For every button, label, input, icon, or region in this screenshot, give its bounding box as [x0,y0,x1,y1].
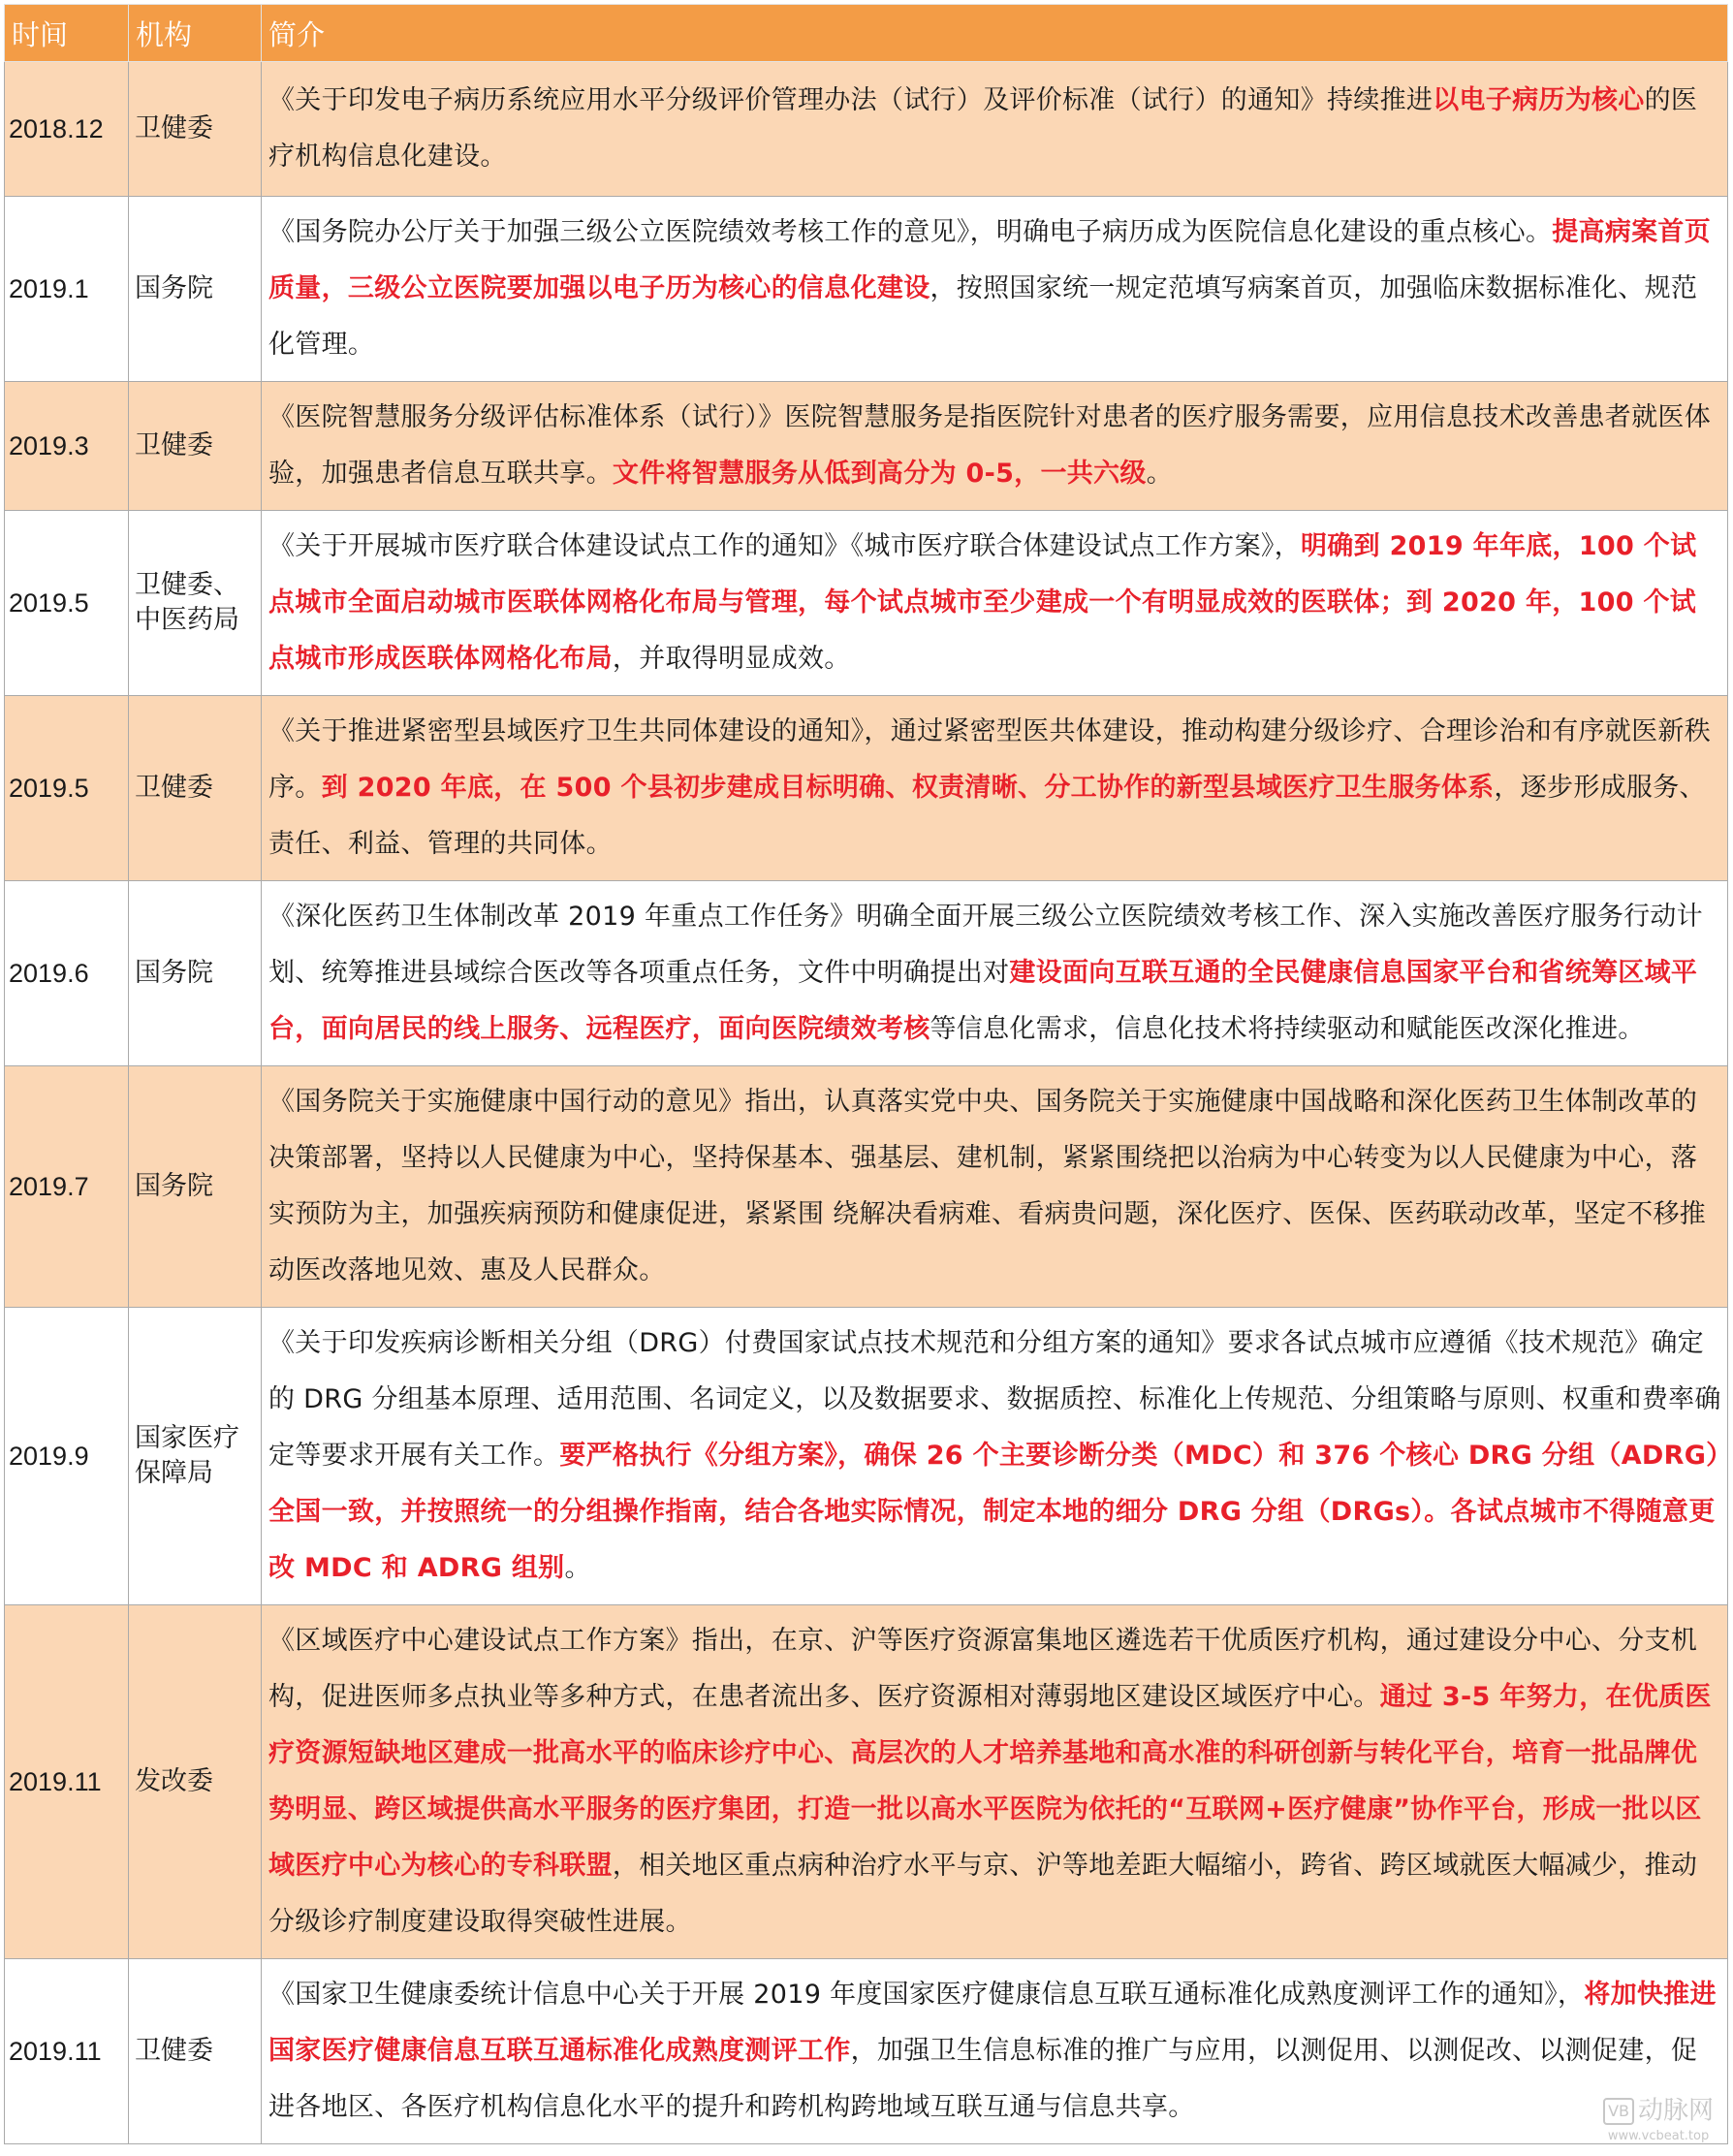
table-row [5,1066,1728,1308]
cell-org: 卫健委、中医药局 [129,511,262,696]
desc-text: 《关于印发电子病历系统应用水平分级评价管理办法（试行）及评价标准（试行）的通知》持续推进 [268,85,1434,115]
highlight-text: 提高病案首页质量，三级公立医院要加强以电子历为核心的信息化建设 [268,217,1712,303]
table-row [5,1308,1728,1605]
cell-org: 国务院 [129,197,262,382]
cell-org: 卫健委 [129,62,262,197]
desc-text: ，相关地区重点病种治疗水平与京、沪等地差距大幅缩小，跨省、跨区域就医大幅减少，推动分级诊疗制度建设取得突破性进展。 [268,1851,1698,1937]
desc-text: ，按照国家统一规定范填写病案首页，加强临床数据标准化、规范化管理。 [268,273,1698,360]
highlight-text: 明确到 2019 年年底，100 个试点城市全面启动城市医联体网格化布局与管理，每个试点城市至少建成一个有明显成效的医联体；到 2020 年，100 个试点城市形成医联体网格化布局 [268,531,1697,674]
desc-text: 《国家卫生健康委统计信息中心关于开展 2019 年度国家医疗健康信息互联互通标准化成熟度测评工作的通知》， [268,1980,1585,2010]
highlight-text: 文件将智慧服务从低到高分为 0-5，一共六级 [612,459,1147,489]
cell-time: 2019.11 [5,1959,129,2144]
desc-text: 《关于印发疾病诊断相关分组（DRG）付费国家试点技术规范和分组方案的通知》要求各试点城市应遵循《技术规范》确定的 DRG 分组基本原理、适用范围、名词定义，以及数据要求、数据质控、标准化上传规范、分组策略与原则、权重和费率确定等要求开展有关工作。 [268,1328,1721,1471]
vb-logo-icon: VB [1603,2098,1634,2125]
cell-org: 国家医疗保障局 [129,1308,262,1605]
watermark-name: 动脉网 [1637,2096,1714,2126]
desc-text: 《深化医药卫生体制改革 2019 年重点工作任务》明确全面开展三级公立医院绩效考核工作、深入实施改善医疗服务行动计划、统筹推进县域综合医改等各项重点任务，文件中明确提出对 [268,902,1703,988]
cell-desc [262,62,1728,197]
table-row [5,1605,1728,1959]
cell-time: 2019.5 [5,696,129,881]
cell-org: 卫健委 [129,696,262,881]
cell-desc [262,1308,1728,1605]
cell-desc [262,197,1728,382]
table-row [5,511,1728,696]
desc-text: ，加强卫生信息标准的推广与应用，以测促用、以测促改、以测促建，促进各地区、各医疗机构信息化水平的提升和跨机构跨地域互联互通与信息共享。 [268,2036,1698,2122]
desc-text: 《关于推进紧密型县域医疗卫生共同体建设的通知》，通过紧密型医共体建设，推动构建分级诊疗、合理诊治和有序就医新秩序。 [268,716,1711,803]
cell-desc [262,1959,1728,2144]
policy-table [4,4,1728,2144]
watermark-url: www.vcbeat.top [1607,2129,1710,2143]
cell-org: 卫健委 [129,1959,262,2144]
table-row [5,1959,1728,2144]
cell-desc [262,1066,1728,1308]
table-body [5,62,1728,2144]
desc-text: ，并取得明显成效。 [612,644,851,674]
desc-text: 。 [564,1553,591,1583]
cell-desc [262,382,1728,511]
cell-time: 2019.6 [5,881,129,1066]
highlight-text: 到 2020 年底，在 500 个县初步建成目标明确、权责清晰、分工协作的新型县域医疗卫生服务体系 [321,773,1495,803]
watermark [1603,2098,1714,2148]
highlight-text: 以电子病历为核心 [1433,85,1645,115]
desc-text: 等信息化需求，信息化技术将持续驱动和赋能医改深化推进。 [930,1014,1645,1044]
desc-text: 《国务院办公厅关于加强三级公立医院绩效考核工作的意见》，明确电子病历成为医院信息化建设的重点核心。 [268,217,1553,247]
table-header-row [5,5,1728,62]
highlight-text: 通过 3-5 年努力，在优质医疗资源短缺地区建成一批高水平的临床诊疗中心、高层次的人才培养基地和高水准的科研创新与转化平台，培育一批品牌优势明显、跨区域提供高水平服务的医疗集团，打造一批以高水平医院为依托的“互联网+医疗健康”协作平台，形成一批以区域医疗中心为核心的专科联盟 [268,1682,1712,1881]
cell-time: 2019.3 [5,382,129,511]
highlight-text: 要严格执行《分组方案》，确保 26 个主要诊断分类（MDC）和 376 个核心 DRG 分组（ADRG）全国一致，并按照统一的分组操作指南，结合各地实际情况，制定本地的细分 DRG 分组（DRGs）。各试点城市不得随意更改 MDC 和 ADRG 组别 [268,1441,1719,1583]
cell-time: 2019.5 [5,511,129,696]
header-org: 机构 [129,5,262,62]
highlight-text: 建设面向互联互通的全民健康信息国家平台和省统筹区域平台，面向居民的线上服务、远程医疗，面向医院绩效考核 [268,958,1698,1044]
header-desc: 简介 [262,5,1728,62]
table-row [5,696,1728,881]
cell-desc [262,696,1728,881]
desc-text: ，逐步形成服务、责任、利益、管理的共同体。 [268,773,1706,859]
cell-desc [262,511,1728,696]
desc-text: 《国务院关于实施健康中国行动的意见》指出，认真落实党中央、国务院关于实施健康中国战略和深化医药卫生体制改革的决策部署，坚持以人民健康为中心，坚持保基本、强基层、建机制，紧紧围绕把以治病为中心转变为以人民健康为中心，落实预防为主，加强疾病预防和健康促进，紧紧围 绕解决看病难、看病贵问题，深化医疗、医保、医药联动改革，坚定不移推动医改落地见效、惠及人民群众。 [268,1087,1707,1285]
cell-org: 国务院 [129,881,262,1066]
table-row [5,382,1728,511]
cell-desc [262,1605,1728,1959]
highlight-text: 将加快推进国家医疗健康信息互联互通标准化成熟度测评工作 [268,1980,1717,2066]
desc-text: 《关于开展城市医疗联合体建设试点工作的通知》《城市医疗联合体建设试点工作方案》， [268,531,1301,561]
cell-time: 2019.7 [5,1066,129,1308]
desc-text: 《医院智慧服务分级评估标准体系（试行）》医院智慧服务是指医院针对患者的医疗服务需要，应用信息技术改善患者就医体验，加强患者信息互联共享。 [268,402,1711,489]
table-row [5,197,1728,382]
desc-text: 的医疗机构信息化建设。 [268,85,1698,172]
desc-text: 。 [1146,459,1173,489]
cell-time: 2018.12 [5,62,129,197]
cell-org: 发改委 [129,1605,262,1959]
cell-org: 国务院 [129,1066,262,1308]
table-row [5,881,1728,1066]
cell-time: 2019.11 [5,1605,129,1959]
cell-org: 卫健委 [129,382,262,511]
cell-desc [262,881,1728,1066]
cell-time: 2019.1 [5,197,129,382]
desc-text: 《区域医疗中心建设试点工作方案》指出，在京、沪等医疗资源富集地区遴选若干优质医疗机构，通过建设分中心、分支机构，促进医师多点执业等多种方式，在患者流出多、医疗资源相对薄弱地区建设区域医疗中心。 [268,1626,1698,1712]
table-row [5,62,1728,197]
cell-time: 2019.9 [5,1308,129,1605]
header-time: 时间 [5,5,129,62]
